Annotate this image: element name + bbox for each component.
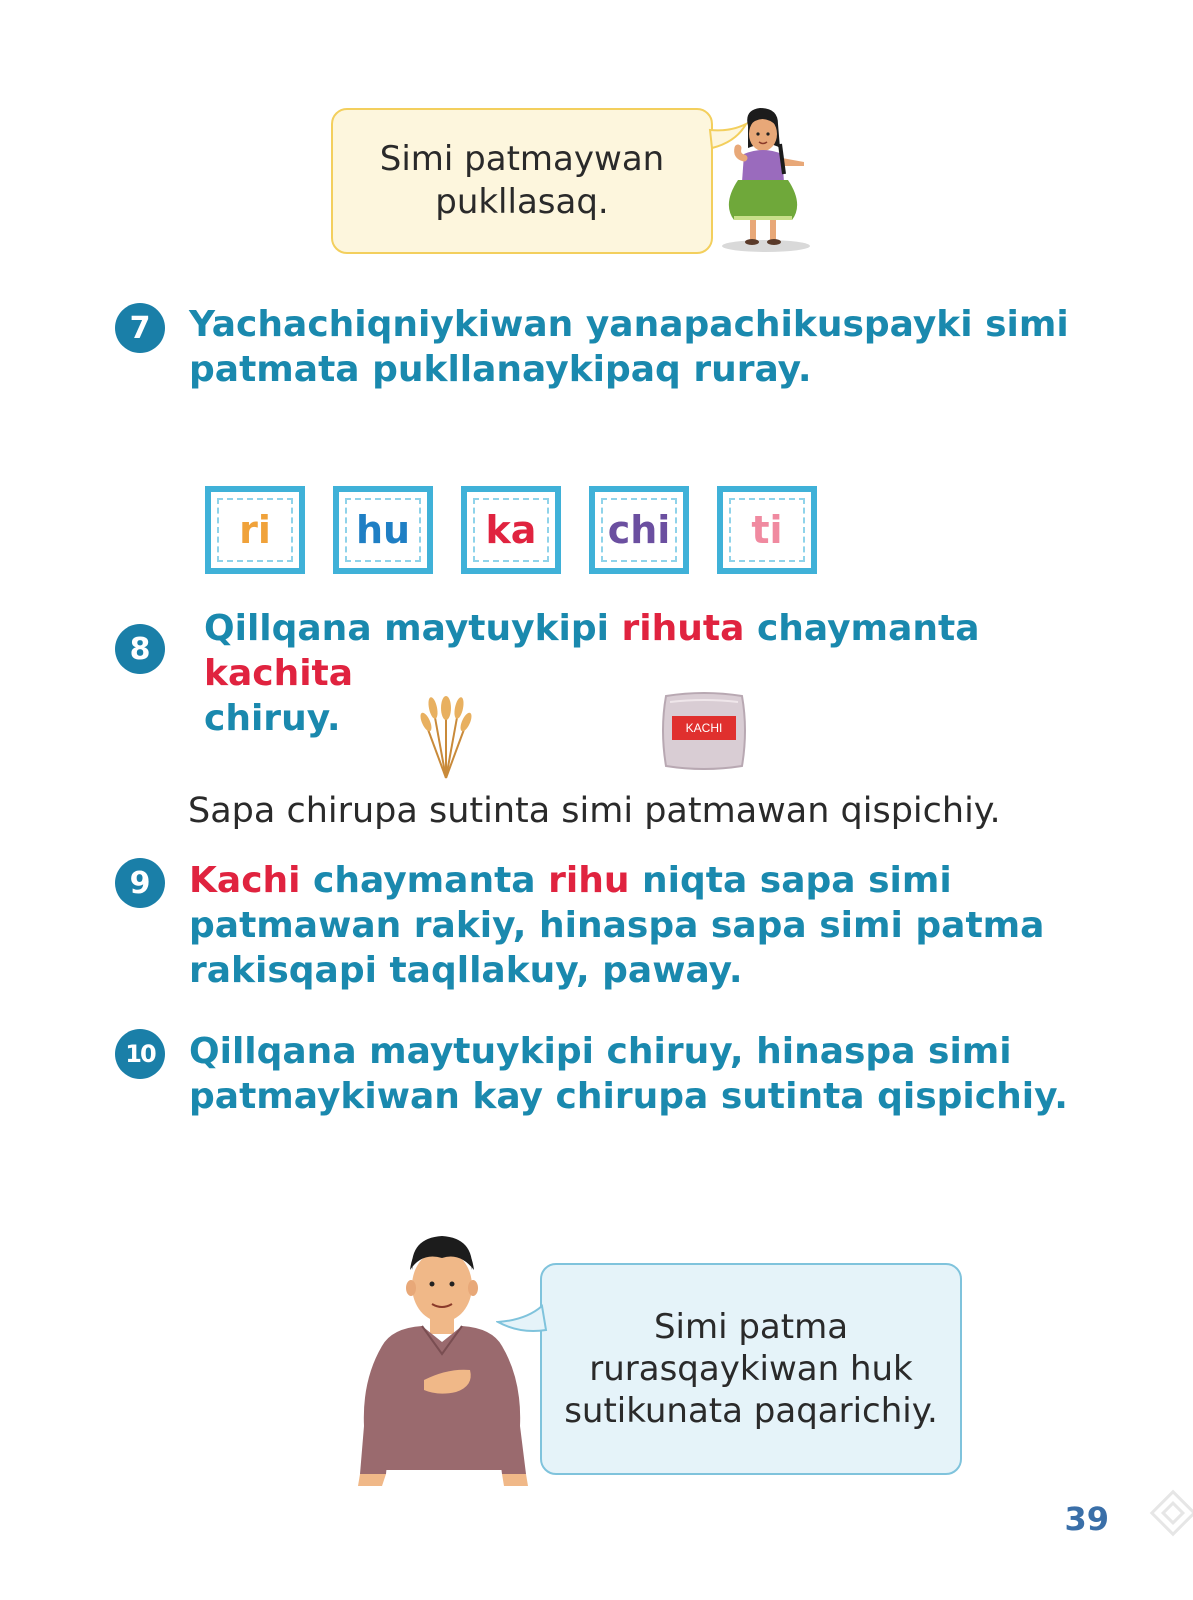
exercise-7-line2: patmata pukllanaykipaq ruray.	[189, 349, 812, 390]
wheat-icon	[418, 694, 474, 780]
syllable-card-ka	[461, 486, 561, 574]
bubble-bottom-tail-icon	[496, 1300, 556, 1340]
exercise-9-rihu: rihu	[548, 860, 630, 901]
exercise-8-part-c: chaymanta	[744, 608, 980, 649]
page-number: 39	[1064, 1500, 1109, 1538]
exercise-10-line1: Qillqana maytuykipi chiruy, hinaspa simi	[189, 1031, 1012, 1072]
syllable-ri: ri	[217, 498, 293, 562]
exercise-8-kachita: kachita	[204, 653, 354, 694]
syllable-card-ti	[717, 486, 817, 574]
exercise-9-text	[189, 858, 1089, 993]
corner-pattern-icon	[1140, 1480, 1193, 1570]
exercise-9-kachi: Kachi	[189, 860, 301, 901]
bubble-top-line2: pukllasaq.	[435, 182, 609, 222]
exercise-9-number: 9	[115, 858, 165, 908]
exercise-9-part-d: niqta sapa simi	[629, 860, 952, 901]
exercise-8-part-a: Qillqana maytuykipi	[204, 608, 622, 649]
exercise-7-number: 7	[115, 303, 165, 353]
exercise-8-number: 8	[115, 624, 165, 674]
salt-bag-label: KACHI	[672, 716, 736, 740]
syllable-ka: ka	[473, 498, 549, 562]
sapa-instruction: Sapa chirupa sutinta simi patmawan qispichiy.	[188, 791, 1001, 831]
exercise-10-line2: patmaykiwan kay chirupa sutinta qispichiy.	[189, 1076, 1068, 1117]
bubble-bottom-line2: rurasqaykiwan huk	[589, 1349, 913, 1389]
speech-bubble-top	[331, 108, 713, 254]
exercise-10-number: 10	[115, 1029, 165, 1079]
exercise-7-line1: Yachachiqniykiwan yanapachikuspayki simi	[189, 304, 1069, 345]
exercise-8-rihuta: rihuta	[621, 608, 745, 649]
exercise-7-text	[189, 302, 1089, 392]
syllable-card-hu	[333, 486, 433, 574]
bubble-bottom-line1: Simi patma	[653, 1307, 849, 1347]
syllable-card-chi	[589, 486, 689, 574]
exercise-9-line2: patmawan rakiy, hinaspa sapa simi patma	[189, 905, 1045, 946]
syllable-ti: ti	[729, 498, 805, 562]
exercise-8-line2: chiruy.	[204, 698, 341, 739]
exercise-9-part-b: chaymanta	[300, 860, 549, 901]
speech-bubble-bottom	[540, 1263, 962, 1475]
syllable-chi: chi	[601, 498, 677, 562]
boy-illustration-icon	[352, 1230, 542, 1486]
bubble-top-line1: Simi patmaywan	[379, 139, 665, 179]
syllable-hu: hu	[345, 498, 421, 562]
syllable-card-ri	[205, 486, 305, 574]
exercise-10-text	[189, 1029, 1089, 1119]
exercise-9-line3: rakisqapi taqllakuy, paway.	[189, 950, 743, 991]
bubble-bottom-line3: sutikunata paqarichiy.	[564, 1391, 938, 1431]
salt-bag-icon	[662, 690, 746, 772]
girl-illustration-icon	[708, 104, 818, 254]
